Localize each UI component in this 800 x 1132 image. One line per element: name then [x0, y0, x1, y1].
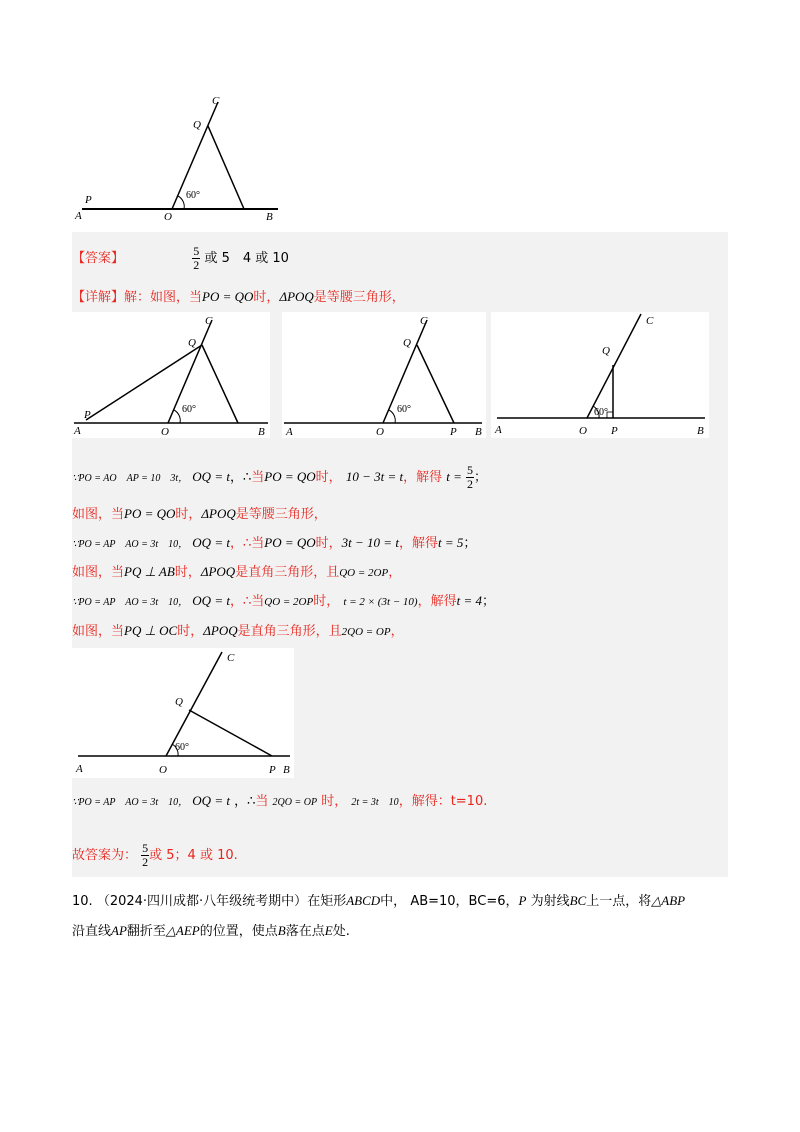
svg-text:Q: Q: [602, 345, 610, 357]
svg-text:B: B: [475, 426, 482, 438]
segment-pq: [208, 126, 244, 209]
solution-line-6: 如图，当PQ ⊥ OC时，ΔPOQ是直角三角形，且2QO = OP，: [72, 623, 404, 639]
svg-text:C: C: [646, 315, 654, 327]
svg-text:C: C: [205, 315, 213, 327]
svg-text:P: P: [84, 409, 91, 421]
svg-text:B: B: [258, 426, 265, 438]
svg-text:B: B: [697, 425, 704, 437]
svg-text:B: B: [283, 764, 290, 776]
figure-2: [282, 312, 486, 438]
svg-text:C: C: [227, 652, 235, 664]
svg-text:P: P: [450, 426, 457, 438]
svg-text:60°: 60°: [182, 404, 196, 415]
answer-line: [72, 245, 289, 272]
detail-intro: 【详解】解：如图，当PO = QO时，ΔPOQ是等腰三角形，: [72, 289, 405, 305]
svg-text:O: O: [161, 426, 169, 438]
answer-tag: 【答案】: [72, 251, 125, 266]
question-10-line-2: 沿直线AP翻折至△AEP的位置，使点B落在点E处.: [72, 923, 350, 939]
figure-3: [491, 312, 709, 438]
solution-line-5: ∵PO = AP AO = 3t 10， OQ = t，∴当QO = 2OP时， t = 2 × (3t − 10)，解得t = 4；: [72, 593, 496, 609]
angle-label: 60°: [186, 190, 200, 201]
label-a: A: [75, 210, 82, 222]
solution-line-4: 如图，当PQ ⊥ AB时，ΔPOQ是直角三角形，且QO = 2OP，: [72, 564, 402, 580]
question-10-line-1: 10. （2024·四川成都·八年级统考期中）在矩形ABCD中， AB=10，BC=6，P 为射线BC上一点，将△ABP: [72, 893, 686, 909]
svg-text:O: O: [159, 764, 167, 776]
detail-tag: 【详解】: [72, 290, 125, 305]
svg-text:O: O: [579, 425, 587, 437]
answer-fraction: $\frac{5}{2}$: [193, 244, 200, 272]
svg-text:60°: 60°: [594, 407, 608, 418]
label-c: C: [212, 95, 220, 107]
svg-text:A: A: [495, 424, 502, 436]
figure-1: [72, 312, 270, 438]
solution-line-1: ∵PO = AO AP = 10 3t， OQ = t，∴当PO = QO时， 10 − 3t = t，解得 t = $\frac{5}{2}$ ；: [72, 463, 488, 491]
svg-text:Q: Q: [175, 696, 183, 708]
svg-text:60°: 60°: [397, 404, 411, 415]
final-fraction: $\frac{5}{2}$: [142, 841, 149, 869]
final-answer-line: 故答案为： $\frac{5}{2}$ 或 5；4 或 10.: [72, 841, 238, 869]
question-number: 10.: [72, 894, 93, 909]
top-figure: [72, 92, 292, 226]
figure-4: [72, 648, 294, 778]
svg-text:P: P: [611, 425, 618, 437]
svg-text:A: A: [76, 763, 83, 775]
solution-line-2: 如图，当PO = QO时，ΔPOQ是等腰三角形，: [72, 506, 327, 522]
svg-text:A: A: [74, 425, 81, 437]
label-b: B: [266, 211, 273, 223]
svg-text:Q: Q: [188, 337, 196, 349]
svg-text:P: P: [269, 764, 276, 776]
svg-text:A: A: [286, 426, 293, 438]
solution-line-7: ∵PO = AP AO = 3t 10， OQ = t ，∴当 2QO = OP 时， 2t = 3t 10，解得：t=10.: [72, 793, 488, 809]
label-p: P: [85, 194, 92, 206]
svg-text:O: O: [376, 426, 384, 438]
svg-text:Q: Q: [403, 337, 411, 349]
svg-text:C: C: [420, 315, 428, 327]
solution-line-3: ∵PO = AP AO = 3t 10， OQ = t，∴当PO = QO时，3t − 10 = t，解得t = 5；: [72, 535, 477, 551]
question-source: （2024·四川成都·八年级统考期中）: [96, 894, 308, 909]
svg-text:60°: 60°: [175, 742, 189, 753]
angle-arc: [178, 196, 184, 209]
label-q: Q: [193, 119, 201, 131]
line1-fraction: $\frac{5}{2}$: [467, 463, 474, 491]
intro-equation: PO = QO: [202, 289, 254, 304]
label-o: O: [164, 211, 172, 223]
answer-rest: 或 5 4 或 10: [204, 251, 289, 266]
